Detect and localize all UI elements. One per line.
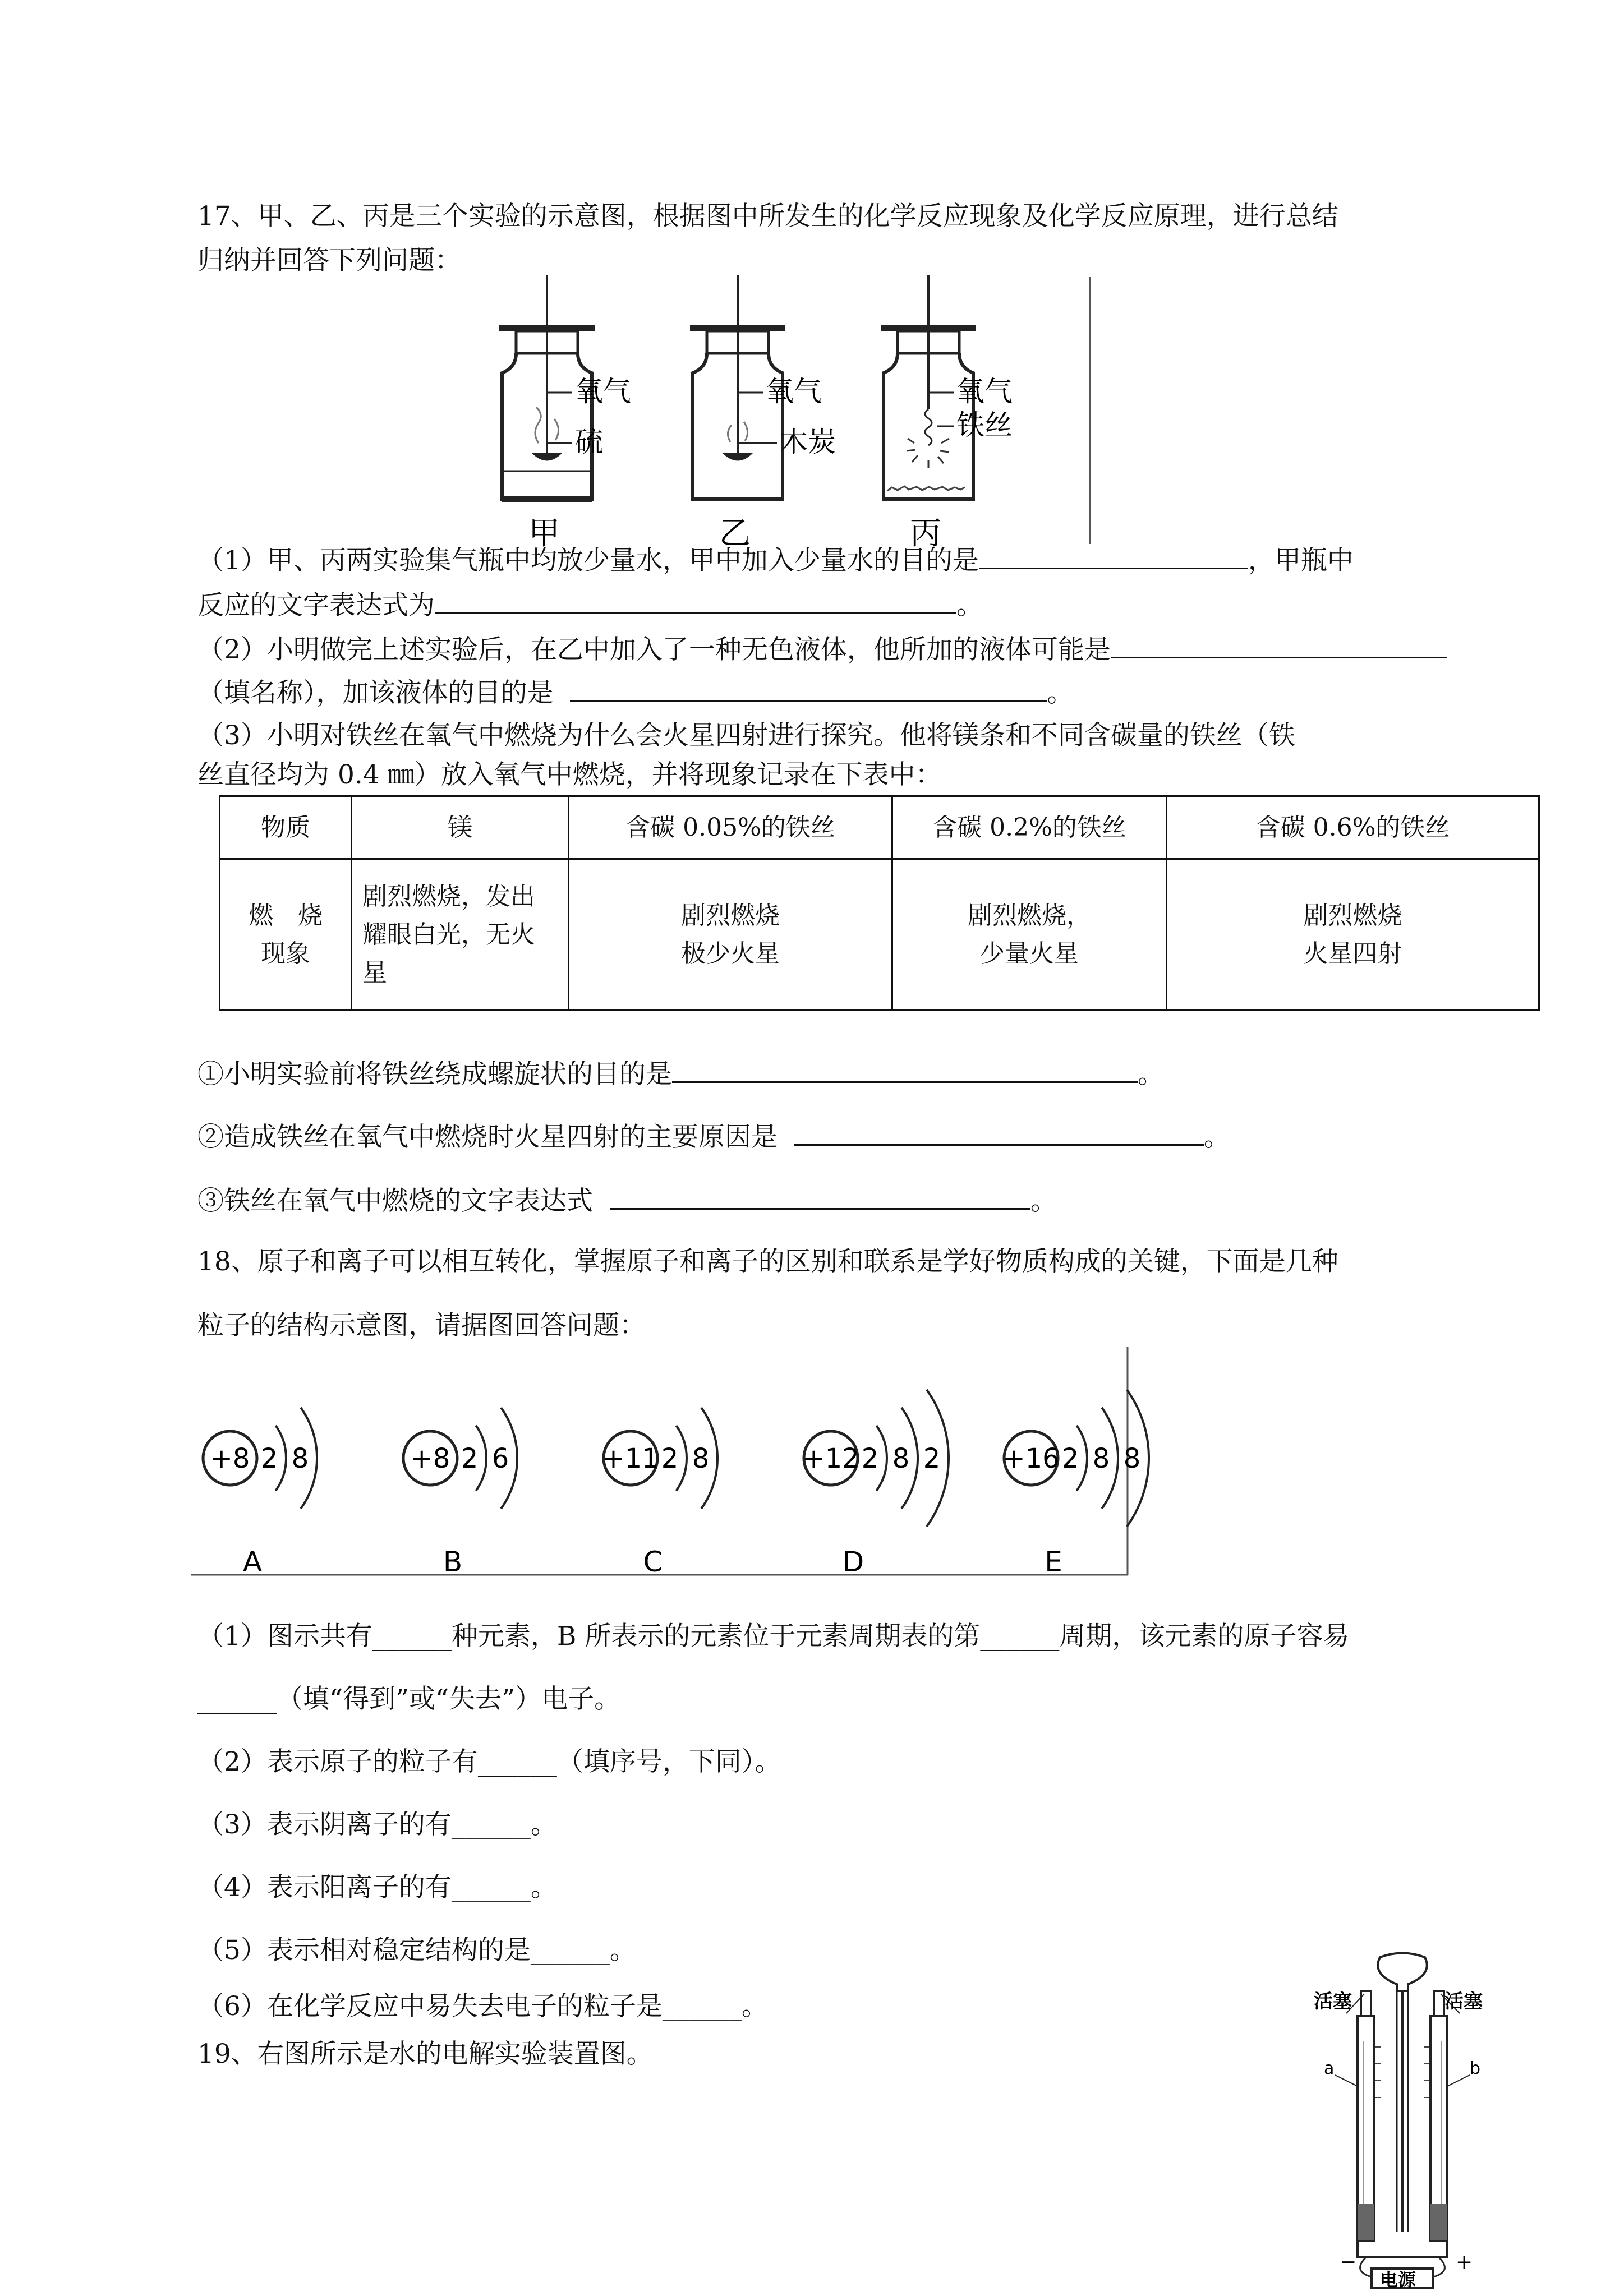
table-cell-carbon-005 (569, 859, 892, 1011)
shell-electron-count: 2 (260, 1443, 278, 1474)
tube-a-label: a (1324, 2059, 1335, 2078)
nucleus-charge-label: +8 (210, 1443, 250, 1474)
q17-part1-line1 (197, 543, 1354, 578)
cell-line: 剧烈燃烧 (1303, 901, 1402, 930)
q17-part3-line2: 丝直径均为 0.4 ㎜）放入氧气中燃烧，并将现象记录在下表中： (197, 759, 942, 790)
q18-part5: （5）表示相对稳定结构的是______。 (197, 1935, 636, 1966)
answer-blank-liquid-purpose[interactable] (570, 675, 1047, 702)
jar-bing-label: 丙 (910, 515, 941, 552)
jar-jia-substance-label: 硫 (575, 426, 603, 458)
shell-electron-count: 6 (491, 1443, 509, 1474)
table-cell-carbon-06 (1167, 859, 1539, 1011)
jar-yi (690, 275, 836, 552)
answer-blank-liquid-name[interactable] (1111, 632, 1447, 658)
q18-particle-structure-figure (191, 1346, 1141, 1582)
shell-electron-count: 2 (923, 1443, 941, 1474)
table-header-cell: 含碳 0.6%的铁丝 (1167, 796, 1539, 859)
q17-combustion-figure (494, 275, 1099, 566)
cell-line: 星 (362, 958, 387, 987)
q17-part2-text-b: （填名称），加该液体的目的是 (197, 677, 554, 708)
nucleus-charge-label: +8 (410, 1443, 450, 1474)
shell-electron-count: 8 (1092, 1443, 1110, 1474)
q17-sub1 (197, 1057, 1164, 1091)
tube-b-label: b (1470, 2059, 1481, 2078)
q17-part3-line1: （3）小明对铁丝在氧气中燃烧为什么会火星四射进行探究。他将镁条和不同含碳量的铁丝（铁 (197, 720, 1295, 751)
jar-yi-substance-label: 木炭 (780, 426, 836, 458)
answer-blank-spiral-purpose[interactable] (672, 1057, 1138, 1083)
answer-blank-sparks-reason[interactable] (794, 1119, 1204, 1146)
q17-intro-line2: 归纳并回答下列问题： (197, 245, 461, 276)
period: 。 (1030, 1186, 1057, 1216)
q17-part1-text-c: 反应的文字表达式为 (197, 590, 435, 621)
particle-d (802, 1390, 949, 1578)
table-header-cell: 含碳 0.05%的铁丝 (569, 796, 892, 859)
q19-intro: 19、右图所示是水的电解实验装置图。 (197, 2039, 653, 2069)
q17-part2-line2 (197, 675, 1073, 710)
stopcock-right-label: 活塞 (1444, 1990, 1483, 2013)
q17-sub3 (197, 1183, 1057, 1218)
row-label-line: 现象 (261, 939, 310, 968)
cell-line: 剧烈燃烧 (681, 901, 780, 930)
q17-part2-line1 (197, 632, 1447, 667)
cell-line: 耀眼白光，无火 (362, 920, 535, 949)
q18-part3: （3）表示阴离子的有______。 (197, 1809, 557, 1840)
jar-jia (499, 275, 631, 552)
jar-bing (881, 275, 1013, 552)
jar-yi-label: 乙 (719, 515, 751, 552)
table-header-cell: 镁 (352, 796, 569, 859)
q18-part1-line2: ______（填“得到”或“失去”）电子。 (197, 1684, 621, 1714)
q18-part4: （4）表示阳离子的有______。 (197, 1872, 557, 1903)
particle-label: C (643, 1546, 663, 1578)
q17-part1-line2 (197, 588, 983, 623)
nucleus-charge-label: +11 (602, 1443, 659, 1474)
table-header-row (220, 796, 1539, 859)
q18-intro-line2: 粒子的结构示意图，请据图回答问题： (197, 1310, 646, 1341)
q17-sub2-text: ②造成铁丝在氧气中燃烧时火星四射的主要原因是 (197, 1122, 778, 1152)
shell-electron-count: 8 (1123, 1443, 1141, 1474)
q17-sub1-text: ①小明实验前将铁丝绕成螺旋状的目的是 (197, 1059, 672, 1090)
jar-jia-label: 甲 (528, 515, 560, 552)
cell-line: 火星四射 (1303, 939, 1402, 968)
power-source-label: 电源 (1380, 2269, 1416, 2290)
table-cell-carbon-02 (892, 859, 1167, 1011)
shell-electron-count: 2 (861, 1443, 879, 1474)
shell-electron-count: 2 (461, 1443, 479, 1474)
shell-electron-count: 8 (892, 1443, 910, 1474)
period: 。 (1203, 1122, 1230, 1152)
particle-label: B (443, 1546, 463, 1578)
combustion-observation-table (219, 795, 1540, 1011)
q18-part2: （2）表示原子的粒子有______（填序号，下同）。 (197, 1746, 781, 1777)
particle-label: E (1045, 1546, 1062, 1578)
table-row (220, 859, 1539, 1011)
answer-blank-iron-equation[interactable] (610, 1183, 1030, 1210)
shell-electron-count: 8 (692, 1443, 710, 1474)
table-cell-row-label (220, 859, 352, 1011)
negative-terminal-label: − (1340, 2251, 1357, 2274)
jar-jia-gas-label: 氧气 (575, 375, 631, 408)
q17-sub3-text: ③铁丝在氧气中燃烧的文字表达式 (197, 1186, 593, 1216)
jar-bing-substance-label: 铁丝 (956, 409, 1013, 441)
q18-part6: （6）在化学反应中易失去电子的粒子是______。 (197, 1991, 768, 2022)
q17-part1-text-b: ，甲瓶中 (1248, 545, 1354, 576)
q17-part1-text-d: 。 (956, 590, 983, 621)
answer-blank-sulfur-equation[interactable] (435, 588, 956, 614)
q17-intro-line1: 17、甲、乙、丙是三个实验的示意图，根据图中所发生的化学反应现象及化学反应原理，进行总结 (197, 201, 1338, 232)
water-electrolysis-apparatus (1313, 1952, 1492, 2288)
particle-c (602, 1408, 717, 1578)
nucleus-charge-label: +12 (802, 1443, 859, 1474)
jar-bing-gas-label: 氧气 (956, 375, 1013, 408)
particle-b (403, 1408, 517, 1578)
table-cell-magnesium (352, 859, 569, 1011)
nucleus-charge-label: +16 (1002, 1443, 1060, 1474)
cell-line: 少量火星 (980, 939, 1079, 968)
positive-terminal-label: + (1456, 2251, 1473, 2274)
cell-line: 极少火星 (681, 939, 780, 968)
cell-line: 剧烈燃烧， (968, 901, 1091, 930)
cell-line: 剧烈燃烧，发出 (362, 882, 535, 911)
particle-a (203, 1408, 317, 1578)
q17-part2-text-c: 。 (1047, 677, 1074, 708)
answer-blank-water-purpose[interactable] (979, 543, 1248, 569)
q18-intro-line1: 18、原子和离子可以相互转化，掌握原子和离子的区别和联系是学好物质构成的关键，下面是几种 (197, 1246, 1338, 1277)
shell-electron-count: 2 (1061, 1443, 1079, 1474)
jar-yi-gas-label: 氧气 (766, 375, 822, 408)
stopcock-left-label: 活塞 (1314, 1990, 1352, 2013)
table-header-cell: 含碳 0.2%的铁丝 (892, 796, 1167, 859)
q17-sub2 (197, 1119, 1230, 1154)
q18-part1-line1: （1）图示共有______种元素，B 所表示的元素位于元素周期表的第______周期，该元素的原子容易 (197, 1621, 1350, 1652)
shell-electron-count: 8 (291, 1443, 309, 1474)
period: 。 (1138, 1059, 1164, 1090)
table-header-cell: 物质 (220, 796, 352, 859)
q17-part1-text-a: （1）甲、丙两实验集气瓶中均放少量水，甲中加入少量水的目的是 (197, 545, 979, 576)
particle-label: D (842, 1546, 864, 1578)
row-label-line: 燃 烧 (249, 901, 323, 930)
particle-label: A (242, 1546, 263, 1578)
shell-electron-count: 2 (661, 1443, 679, 1474)
q17-part2-text-a: （2）小明做完上述实验后，在乙中加入了一种无色液体，他所加的液体可能是 (197, 634, 1111, 665)
